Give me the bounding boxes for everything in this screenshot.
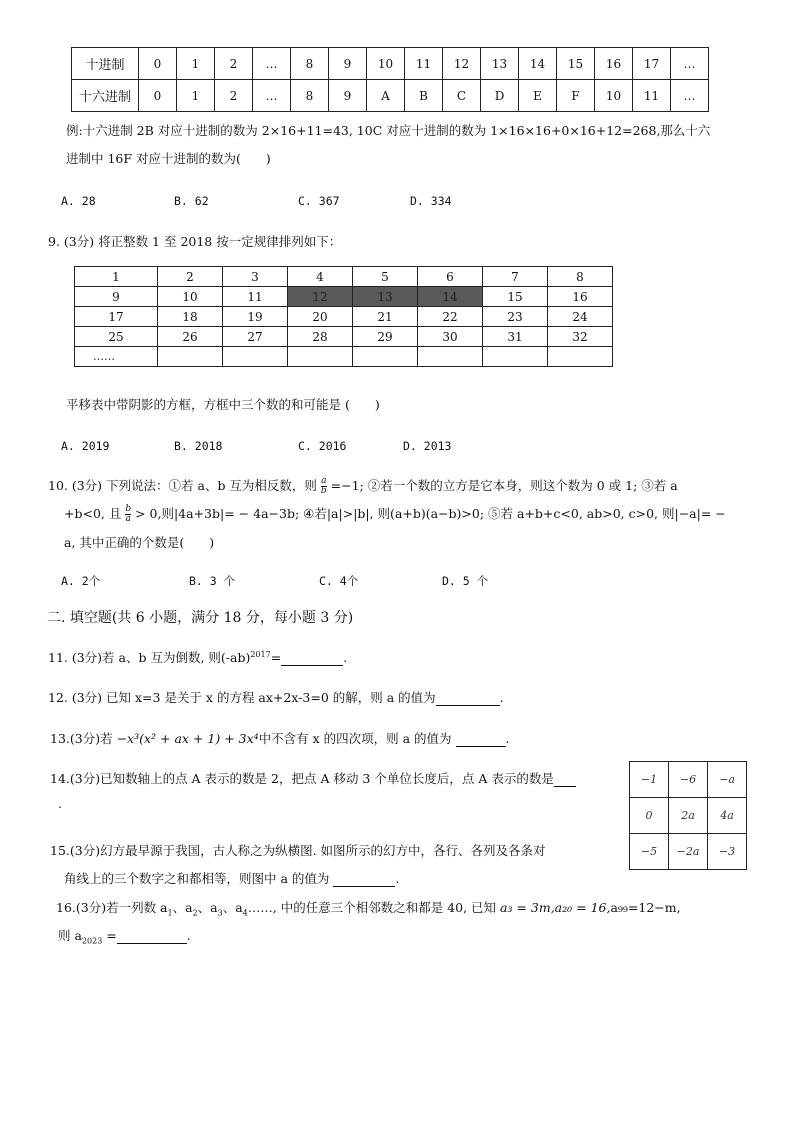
magic-cell: −6 [669, 762, 708, 798]
q10-line3: a, 其中正确的个数是( ) [64, 535, 215, 550]
q15-period: . [395, 871, 400, 886]
table-cell: 11 [405, 48, 443, 80]
subscript: 1 [167, 908, 173, 918]
table-cell: 0 [139, 48, 177, 80]
q13-pre: 13.(3分)若 [50, 731, 113, 746]
q16-text-d: 、a [222, 900, 243, 915]
table-cell: 11 [633, 80, 671, 112]
q13-post: 中不含有 x 的四次项，则 a 的值为 [258, 731, 452, 746]
hex-label: 十六进制 [72, 80, 139, 112]
table-cell: 7 [483, 267, 548, 287]
shaded-cell: 13 [353, 287, 418, 307]
q11: 11. (3分)若 a、b 互为倒数, 则$(-ab)^{2017}=$ . [48, 649, 348, 665]
frac-den: a [125, 514, 131, 524]
table-cell: 31 [483, 327, 548, 347]
table-cell: 21 [353, 307, 418, 327]
q16-answer-blank[interactable] [117, 928, 187, 944]
q16-condition: a₃ = 3m,a₂₀ = 16, [500, 900, 611, 915]
q12-answer-blank[interactable] [436, 690, 500, 706]
q15-answer-blank[interactable] [333, 871, 395, 887]
frac-num: a [321, 476, 327, 486]
decimal-row [72, 48, 709, 80]
table-cell: 15 [483, 287, 548, 307]
hex-row [72, 80, 709, 112]
table-cell: … [671, 80, 709, 112]
table-cell: 22 [418, 307, 483, 327]
q14 [50, 769, 576, 787]
table-cell: 20 [288, 307, 353, 327]
q10-option-c[interactable]: C. 4个 [319, 574, 359, 588]
q14-text: 14.(3分)已知数轴上的点 A 表示的数是 2，把点 A 移动 3 个单位长度后，点 A 表示的数是 [50, 771, 554, 786]
table-cell: 19 [223, 307, 288, 327]
table-cell: … [253, 48, 291, 80]
table-cell: 0 [139, 80, 177, 112]
q16-eq: = [106, 928, 117, 943]
q11-exponent: 2017 [250, 649, 271, 659]
table-row [75, 347, 613, 367]
magic-cell: −a [708, 762, 747, 798]
q10-line2 [64, 504, 726, 524]
table-cell: … [671, 48, 709, 80]
frac-num: b [125, 504, 132, 514]
table-cell [223, 347, 288, 367]
magic-cell: −2a [669, 834, 708, 870]
table-cell: 9 [75, 287, 158, 307]
table-cell: 1 [177, 48, 215, 80]
q15-line1: 15.(3分)幻方最早源于我国，古人称之为纵横图. 如图所示的幻方中，各行、各列及各条对 [50, 843, 546, 858]
table-cell: A [367, 80, 405, 112]
table-cell: 26 [158, 327, 223, 347]
q11-answer-blank[interactable] [281, 650, 343, 666]
shaded-cell: 14 [418, 287, 483, 307]
q9-question: 平移表中带阴影的方框，方框中三个数的和可能是 ( ) [66, 397, 380, 412]
q10-line2-b: > 0,则|4a+3b|= − 4a−3b; ④若|a|>|b|, 则(a+b)(a−b)>0; ⑤若 a+b+c<0, ab>0, c>0, 则|−a|= − [135, 506, 726, 521]
table-cell: 5 [353, 267, 418, 287]
q12 [48, 688, 504, 706]
q12-period: . [499, 690, 504, 705]
table-cell: 9 [329, 80, 367, 112]
table-cell: 9 [329, 48, 367, 80]
table-cell: 10 [158, 287, 223, 307]
q11-eq: = [270, 650, 282, 665]
q16-condition2: a₉₉=12−m, [610, 900, 681, 915]
table-cell: 16 [548, 287, 613, 307]
q13-expression: −x³(x² + ax + 1) + 3x⁴ [116, 731, 259, 746]
q9-stem: 9. (3分) 将正整数 1 至 2018 按一定规律排列如下： [48, 234, 342, 249]
table-cell: 3 [223, 267, 288, 287]
table-cell: 16 [595, 48, 633, 80]
table-cell: 14 [519, 48, 557, 80]
table-cell: 10 [595, 80, 633, 112]
table-row [75, 267, 613, 287]
q15-line2-text: 角线上的三个数字之和都相等，则图中 a 的值为 [64, 871, 330, 886]
table-cell: 6 [418, 267, 483, 287]
table-cell: 12 [443, 48, 481, 80]
table-cell: 8 [291, 80, 329, 112]
q16-text-a: 16.(3分)若一列数 a [56, 900, 168, 915]
table-cell: 32 [548, 327, 613, 347]
table-cell: F [557, 80, 595, 112]
table-cell: 24 [548, 307, 613, 327]
table-cell [288, 347, 353, 367]
number-grid-table [74, 266, 613, 367]
q13-period: . [505, 731, 510, 746]
table-cell: … [253, 80, 291, 112]
table-cell: 18 [158, 307, 223, 327]
table-cell: 1 [75, 267, 158, 287]
q10-option-d[interactable]: D. 5 个 [442, 574, 489, 588]
q9-option-b[interactable]: B. 2018 [174, 439, 223, 453]
magic-cell: 4a [708, 798, 747, 834]
q8-line2: 进制中 16F 对应十进制的数为( ) [66, 151, 271, 166]
q16-text-b: 、a [172, 900, 193, 915]
table-cell: 2 [215, 80, 253, 112]
q8-option-d[interactable]: D. 334 [410, 194, 452, 208]
table-cell: 8 [548, 267, 613, 287]
fraction-b-over-a [125, 505, 131, 524]
table-cell [483, 347, 548, 367]
table-cell: 2 [215, 48, 253, 80]
table-cell [548, 347, 613, 367]
magic-cell: −5 [630, 834, 669, 870]
q13-answer-blank[interactable] [456, 731, 506, 747]
subscript: 2023 [81, 936, 103, 946]
table-cell: 29 [353, 327, 418, 347]
table-cell: 4 [288, 267, 353, 287]
q10-line2-a: +b<0, 且 [64, 506, 122, 521]
q16-text-c: 、a [197, 900, 218, 915]
table-row [75, 307, 613, 327]
table-cell: 23 [483, 307, 548, 327]
table-cell: C [443, 80, 481, 112]
q8-option-a[interactable]: A. 28 [61, 194, 96, 208]
decimal-label: 十进制 [72, 48, 139, 80]
q14-period: . [58, 796, 62, 811]
q16-line2: 则 $a_{2023}$ = . [58, 928, 191, 946]
ellipsis-cell: …… [75, 347, 158, 367]
table-cell: 27 [223, 327, 288, 347]
table-cell: 13 [481, 48, 519, 80]
table-cell [353, 347, 418, 367]
table-cell: 11 [223, 287, 288, 307]
table-cell: 8 [291, 48, 329, 80]
table-cell: D [481, 80, 519, 112]
magic-cell: −3 [708, 834, 747, 870]
q9-option-d[interactable]: D. 2013 [403, 439, 452, 453]
table-cell: 17 [75, 307, 158, 327]
q10-line1 [48, 476, 678, 496]
q8-option-c[interactable]: C. 367 [298, 194, 340, 208]
section-heading: 二. 填空题(共 6 小题，满分 18 分，每小题 3 分) [47, 610, 354, 626]
q15-line2 [64, 869, 399, 887]
shaded-cell: 12 [288, 287, 353, 307]
q8-line1: 例:十六进制 2B 对应十进制的数为 2×16+11=43, 10C 对应十进制的数为 1×16×16+0×16+12=268,那么十六 [66, 123, 711, 138]
q13 [50, 729, 510, 747]
magic-cell: 0 [630, 798, 669, 834]
table-cell: 25 [75, 327, 158, 347]
subscript: 4 [242, 908, 248, 918]
table-cell: 1 [177, 80, 215, 112]
q10-option-a[interactable]: A. 2个 [61, 574, 101, 588]
frac-den: b [320, 486, 327, 496]
table-cell: 10 [367, 48, 405, 80]
magic-cell: 2a [669, 798, 708, 834]
table-cell: 30 [418, 327, 483, 347]
q10-option-b[interactable]: B. 3 个 [189, 574, 236, 588]
table-cell [158, 347, 223, 367]
table-cell: E [519, 80, 557, 112]
q9-option-a[interactable]: A. 2019 [61, 439, 110, 453]
q9-option-c[interactable]: C. 2016 [298, 439, 347, 453]
table-row [630, 834, 747, 870]
q14-answer-blank[interactable] [554, 771, 576, 787]
hex-decimal-table [71, 47, 709, 112]
table-row [630, 762, 747, 798]
q12-text: 12. (3分) 已知 x=3 是关于 x 的方程 ax+2x-3=0 的解，则 a 的值为 [48, 690, 436, 705]
table-cell: 17 [633, 48, 671, 80]
table-cell: 15 [557, 48, 595, 80]
q8-option-b[interactable]: B. 62 [174, 194, 209, 208]
q16-line2-text: 则 a [58, 928, 82, 943]
table-row [630, 798, 747, 834]
fraction-a-over-b [321, 477, 327, 496]
subscript: 3 [217, 908, 223, 918]
table-cell: B [405, 80, 443, 112]
q10-line1-b: =−1; ②若一个数的立方是它本身，则这个数为 0 或 1; ③若 a [330, 478, 678, 493]
subscript: 2 [192, 908, 198, 918]
table-cell: 28 [288, 327, 353, 347]
q16-text-e: ……, 中的任意三个相邻数之和都是 40, 已知 [247, 900, 497, 915]
table-row [75, 327, 613, 347]
magic-square [629, 761, 747, 870]
q11-text: 11. (3分)若 a、b 互为倒数, 则(-ab) [48, 650, 251, 665]
q10-line1-a: 10. (3分) 下列说法：①若 a、b 互为相反数，则 [48, 478, 317, 493]
q16-line1 [56, 898, 681, 918]
table-row [75, 287, 613, 307]
magic-cell: −1 [630, 762, 669, 798]
table-cell: 2 [158, 267, 223, 287]
table-cell [418, 347, 483, 367]
